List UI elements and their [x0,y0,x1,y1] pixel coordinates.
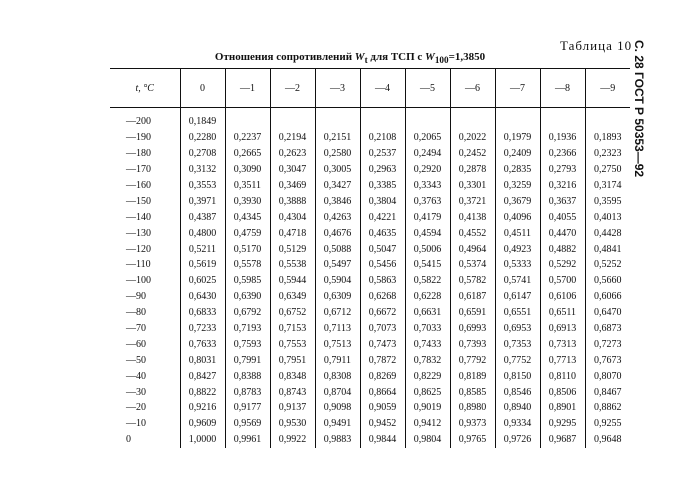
value-cell: 0,5333 [495,257,540,273]
header-col: —1 [225,69,270,108]
value-cell: 0,9177 [225,400,270,416]
value-cell: 0,5456 [360,257,405,273]
temperature-cell: —160 [110,178,180,194]
value-cell: 0,9883 [315,432,360,448]
table-row [110,146,630,162]
value-cell: 0,5741 [495,273,540,289]
table-row [110,209,630,225]
header-t: t, °C [110,69,180,108]
value-cell: 0,6551 [495,305,540,321]
value-cell: 0,4718 [270,225,315,241]
value-cell: 0,7673 [594,354,622,366]
title-prefix: Отношения сопротивлений [214,51,353,63]
value-cell: 0,7353 [495,336,540,352]
value-cell: 0,9530 [270,416,315,432]
value-cell: 0,8031 [180,352,225,368]
value-cell: 0,6025 [180,273,225,289]
value-cell [585,108,630,130]
value-cell [315,108,360,130]
value-cell: 0,7713 [540,352,585,368]
value-cell: 0,7393 [450,336,495,352]
temperature-cell: —40 [110,368,180,384]
temperature-cell: —80 [110,305,180,321]
value-cell: 0,6631 [405,305,450,321]
value-cell: 0,4676 [315,225,360,241]
value-cell: 0,3385 [360,178,405,194]
value-cell: 0,5252 [594,259,622,271]
value-cell: 0,8110 [540,368,585,384]
value-cell: 0,9961 [225,432,270,448]
value-cell [270,108,315,130]
value-cell: 0,4096 [495,209,540,225]
value-cell: 0,2194 [270,130,315,146]
value-cell: 0,8940 [495,400,540,416]
temperature-cell: —60 [110,336,180,352]
value-cell: 0,5497 [315,257,360,273]
temperature-cell: —120 [110,241,180,257]
value-cell: 0,3595 [594,195,622,207]
value-cell: 0,6066 [594,291,622,303]
value-cell: 0,2920 [405,162,450,178]
value-cell: 0,3511 [225,178,270,194]
value-cell: 0,4179 [405,209,450,225]
value-cell: 0,7832 [405,352,450,368]
value-cell: 0,7513 [315,336,360,352]
temperature-cell: —200 [110,108,180,130]
value-cell: 0,9687 [540,432,585,448]
value-cell: 0,8506 [540,384,585,400]
value-cell: 0,2065 [405,130,450,146]
value-cell: 0,2452 [450,146,495,162]
value-cell: 0,5129 [270,241,315,257]
value-cell: 0,8980 [450,400,495,416]
value-cell: 0,5782 [450,273,495,289]
value-cell: 0,1979 [495,130,540,146]
value-cell: 0,3637 [540,193,585,209]
value-cell: 0,7872 [360,352,405,368]
value-cell: 0,6309 [315,289,360,305]
value-cell: 0,8348 [270,368,315,384]
value-cell: 0,2750 [594,164,622,176]
temperature-cell: —150 [110,193,180,209]
table-row [110,384,630,400]
value-cell: 0,7273 [594,338,622,350]
value-cell: 0,3846 [315,193,360,209]
value-cell: 0,3679 [495,193,540,209]
table-row [110,289,630,305]
value-cell: 0,4428 [594,227,622,239]
value-cell: 0,8269 [360,368,405,384]
header-col: —8 [540,69,585,108]
value-cell: 0,7911 [315,352,360,368]
value-cell: 0,3721 [450,193,495,209]
value-cell: 0,2623 [270,146,315,162]
value-cell: 0,9922 [270,432,315,448]
header-col: 0 [180,69,225,108]
value-cell: 0,6752 [270,305,315,321]
value-cell: 0,9019 [405,400,450,416]
temperature-cell: 0 [110,432,180,448]
table-row [110,352,630,368]
value-cell: 0,7033 [405,321,450,337]
value-cell: 0,5863 [360,273,405,289]
value-cell: 0,7951 [270,352,315,368]
value-cell: 0,5985 [225,273,270,289]
value-cell: 0,6430 [180,289,225,305]
title-mid: для ТСП с [370,51,423,63]
value-cell: 0,3930 [225,193,270,209]
value-cell: 0,8664 [360,384,405,400]
table-row [110,225,630,241]
value-cell: 0,2366 [540,146,585,162]
temperature-cell: —180 [110,146,180,162]
value-cell: 0,6470 [594,307,622,319]
value-cell: 0,3553 [180,178,225,194]
value-cell: 0,1936 [540,130,585,146]
header-col: —6 [450,69,495,108]
value-cell: 0,3174 [594,180,622,191]
value-cell: 0,5292 [540,257,585,273]
value-cell: 0,5700 [540,273,585,289]
value-cell: 0,4759 [225,225,270,241]
value-cell: 0,8625 [405,384,450,400]
value-cell: 0,4263 [315,209,360,225]
table-number: Таблица 10 [560,38,633,53]
value-cell: 0,9373 [450,416,495,432]
value-cell: 0,7113 [315,321,360,337]
value-cell: 0,2708 [180,146,225,162]
value-cell [495,108,540,130]
value-cell [450,108,495,130]
value-cell: 0,4055 [540,209,585,225]
value-cell: 0,4221 [360,209,405,225]
value-cell: 0,4841 [594,243,622,255]
table-row [110,108,630,130]
value-cell: 0,3301 [450,178,495,194]
value-cell: 0,8229 [405,368,450,384]
value-cell: 0,6228 [405,289,450,305]
value-cell: 0,9216 [180,400,225,416]
header-col: —2 [270,69,315,108]
header-col: —7 [495,69,540,108]
value-cell: 0,7073 [360,321,405,337]
value-cell: 0,2280 [180,130,225,146]
value-cell: 0,9609 [180,416,225,432]
value-cell: 0,7792 [450,352,495,368]
temperature-cell: —20 [110,400,180,416]
value-cell: 0,2537 [360,146,405,162]
value-cell: 0,6268 [360,289,405,305]
value-cell: 0,3090 [225,162,270,178]
value-cell: 0,9569 [225,416,270,432]
title-w100: W [425,51,435,63]
temperature-cell: —140 [110,209,180,225]
value-cell: 0,3047 [270,162,315,178]
value-cell: 0,3469 [270,178,315,194]
value-cell: 0,4138 [450,209,495,225]
value-cell: 0,8822 [180,384,225,400]
value-cell: 0,6106 [540,289,585,305]
table-row [110,241,630,257]
table-row [110,257,630,273]
value-cell: 0,3804 [360,193,405,209]
value-cell: 0,8743 [270,384,315,400]
header-col: —3 [315,69,360,108]
value-cell: 0,8585 [450,384,495,400]
table-row [110,321,630,337]
table-row [110,273,630,289]
side-header [628,40,648,360]
title-sub-100: 100 [434,55,449,66]
temperature-cell: —50 [110,352,180,368]
table-row [110,193,630,209]
value-cell: 0,2151 [315,130,360,146]
value-cell: 0,9137 [270,400,315,416]
value-cell: 0,2793 [540,162,585,178]
value-cell: 0,9452 [360,416,405,432]
value-cell: 0,6913 [540,321,585,337]
value-cell: 0,1893 [594,132,622,144]
value-cell: 0,2237 [225,130,270,146]
value-cell: 0,8189 [450,368,495,384]
table-row [110,416,630,432]
value-cell: 0,7633 [180,336,225,352]
value-cell: 0,4552 [450,225,495,241]
value-cell: 0,5415 [405,257,450,273]
value-cell: 0,6672 [360,305,405,321]
table-body [110,108,630,448]
value-cell: 0,5211 [180,241,225,257]
title-w: W [354,51,365,63]
value-cell: 0,6833 [180,305,225,321]
table-title [200,51,500,65]
value-cell: 0,8427 [180,368,225,384]
value-cell: 1,0000 [180,432,225,448]
value-cell: 0,6953 [495,321,540,337]
value-cell: 0,7313 [540,336,585,352]
table-row [110,130,630,146]
value-cell: 0,9491 [315,416,360,432]
value-cell: 0,5006 [405,241,450,257]
value-cell: 0,9804 [405,432,450,448]
table-row [110,162,630,178]
value-cell: 0,9412 [405,416,450,432]
value-cell: 0,8862 [594,402,622,414]
value-cell: 0,7233 [180,321,225,337]
value-cell: 0,8467 [594,386,622,398]
value-cell: 0,7193 [225,321,270,337]
value-cell [360,108,405,130]
value-cell: 0,9765 [450,432,495,448]
value-cell: 0,5660 [594,275,622,287]
value-cell: 0,7153 [270,321,315,337]
value-cell: 0,4304 [270,209,315,225]
value-cell: 0,3971 [180,193,225,209]
temperature-cell: —90 [110,289,180,305]
value-cell: 0,2878 [450,162,495,178]
value-cell: 0,5904 [315,273,360,289]
value-cell: 0,2409 [495,146,540,162]
table-row [110,432,630,448]
value-cell: 0,3216 [540,178,585,194]
value-cell: 0,8704 [315,384,360,400]
value-cell: 0,4594 [405,225,450,241]
value-cell: 0,6187 [450,289,495,305]
value-cell: 0,6147 [495,289,540,305]
title-sub-t: t [364,55,368,66]
value-cell: 0,4635 [360,225,405,241]
value-cell: 0,5047 [360,241,405,257]
value-cell: 0,9255 [594,418,622,430]
value-cell: 0,2580 [315,146,360,162]
value-cell: 0,9844 [360,432,405,448]
value-cell: 0,4013 [594,211,622,223]
value-cell: 0,8150 [495,368,540,384]
table-row [110,178,630,194]
resistance-table [110,68,630,448]
value-cell: 0,6792 [225,305,270,321]
table-row [110,368,630,384]
value-cell: 0,6873 [594,323,622,335]
value-cell: 0,8546 [495,384,540,400]
value-cell: 0,9098 [315,400,360,416]
value-cell: 0,4882 [540,241,585,257]
value-cell: 0,3343 [405,178,450,194]
value-cell: 0,4470 [540,225,585,241]
title-value: =1,3850 [448,51,486,63]
value-cell: 0,5944 [270,273,315,289]
value-cell: 0,8783 [225,384,270,400]
value-cell: 0,8070 [594,370,622,382]
value-cell: 0,2323 [594,148,622,160]
table-row [110,336,630,352]
value-cell: 0,7593 [225,336,270,352]
value-cell: 0,4511 [495,225,540,241]
value-cell: 0,6591 [450,305,495,321]
value-cell: 0,6390 [225,289,270,305]
temperature-cell: —170 [110,162,180,178]
value-cell: 0,7433 [405,336,450,352]
temperature-cell: —190 [110,130,180,146]
value-cell [405,108,450,130]
value-cell: 0,5822 [405,273,450,289]
value-cell: 0,5619 [180,257,225,273]
value-cell: 0,7473 [360,336,405,352]
side-header-text: С. 28 ГОСТ Р 50353—92 [632,40,646,178]
header-row [110,69,630,108]
value-cell: 0,4387 [180,209,225,225]
value-cell: 0,8388 [225,368,270,384]
table-row [110,400,630,416]
value-cell: 0,2108 [360,130,405,146]
value-cell: 0,3763 [405,193,450,209]
temperature-cell: —110 [110,257,180,273]
header-col: —9 [585,69,630,108]
value-cell: 0,9334 [495,416,540,432]
value-cell: 0,2963 [360,162,405,178]
value-cell: 0,9059 [360,400,405,416]
value-cell: 0,8901 [540,400,585,416]
value-cell: 0,3259 [495,178,540,194]
value-cell: 0,4345 [225,209,270,225]
temperature-cell: —70 [110,321,180,337]
value-cell: 0,4923 [495,241,540,257]
value-cell: 0,5374 [450,257,495,273]
value-cell: 0,9295 [540,416,585,432]
value-cell: 0,6511 [540,305,585,321]
value-cell: 0,9726 [495,432,540,448]
temperature-cell: —130 [110,225,180,241]
value-cell: 0,2022 [450,130,495,146]
value-cell: 0,5088 [315,241,360,257]
value-cell: 0,6349 [270,289,315,305]
value-cell: 0,7553 [270,336,315,352]
value-cell: 0,3005 [315,162,360,178]
value-cell: 0,7752 [495,352,540,368]
value-cell: 0,5538 [270,257,315,273]
value-cell: 0,5578 [225,257,270,273]
value-cell [540,108,585,130]
value-cell: 0,3888 [270,193,315,209]
value-cell [225,108,270,130]
value-cell: 0,7991 [225,352,270,368]
temperature-cell: —100 [110,273,180,289]
value-cell: 0,6712 [315,305,360,321]
value-cell: 0,6993 [450,321,495,337]
value-cell: 0,3132 [180,162,225,178]
value-cell: 0,8308 [315,368,360,384]
header-col: —4 [360,69,405,108]
temperature-cell: —10 [110,416,180,432]
value-cell: 0,2494 [405,146,450,162]
value-cell: 0,1849 [180,108,225,130]
value-cell: 0,4800 [180,225,225,241]
value-cell: 0,4964 [450,241,495,257]
value-cell: 0,2835 [495,162,540,178]
value-cell: 0,3427 [315,178,360,194]
value-cell: 0,9648 [594,434,622,446]
table-row [110,305,630,321]
header-col: —5 [405,69,450,108]
value-cell: 0,2665 [225,146,270,162]
temperature-cell: —30 [110,384,180,400]
value-cell: 0,5170 [225,241,270,257]
